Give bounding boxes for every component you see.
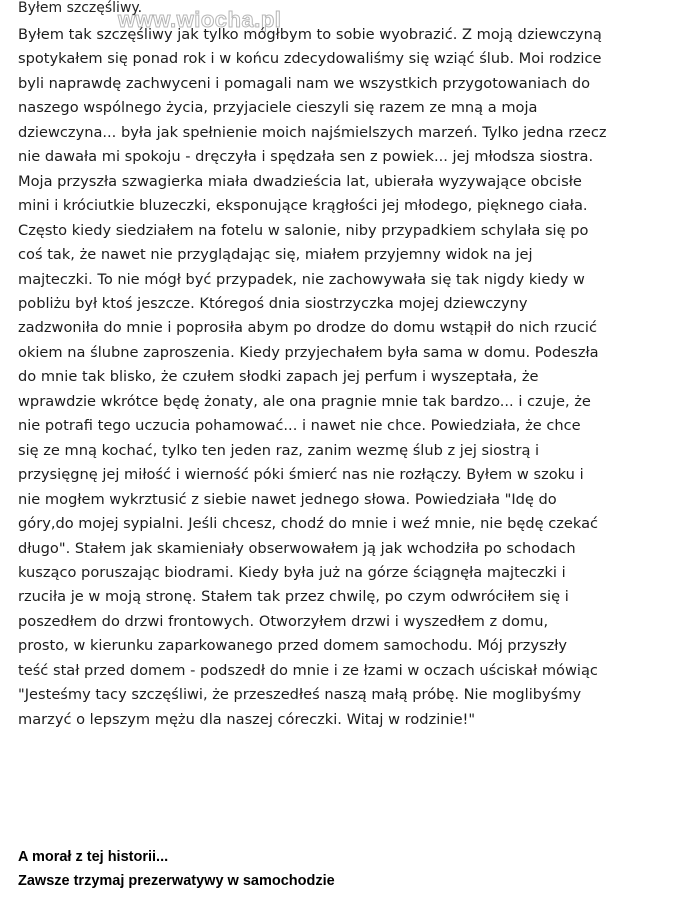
- story-line: majteczki. To nie mógł być przypadek, nie zachowywała się tak nigdy kiedy w: [18, 270, 585, 288]
- story-line: długo". Stałem jak skamieniały obserwowałem ją jak wchodziła po schodach: [18, 539, 576, 557]
- story-line: prosto, w kierunku zaparkowanego przed domem samochodu. Mój przyszły: [18, 637, 568, 655]
- story-paragraph: [18, 23, 688, 732]
- story-line: poszedłem do drzwi frontowych. Otworzyłem drzwi i wyszedłem z domu,: [18, 612, 549, 630]
- story-line: nie potrafi tego uczucia pohamować... i nawet nie chce. Powiedziała, że chce: [18, 417, 581, 435]
- story-line: okiem na ślubne zaproszenia. Kiedy przyjechałem była sama w domu. Podeszła: [18, 343, 599, 361]
- story-line: mini i króciutkie bluzeczki, eksponujące krągłości jej młodego, pięknego ciała.: [18, 197, 588, 215]
- moral-text: Zawsze trzymaj prezerwatywy w samochodzie: [18, 873, 335, 889]
- story-line: góry,do mojej sypialni. Jeśli chcesz, chodź do mnie i weź mnie, nie będę czekać: [18, 515, 599, 533]
- top-line-text: Byłem szczęśliwy.: [18, 0, 143, 16]
- story-line: coś tak, że nawet nie przyglądając się, miałem przyjemny widok na jej: [18, 246, 533, 264]
- story-line: do mnie tak blisko, że czułem słodki zapach jej perfum i wyszeptała, że: [18, 368, 539, 386]
- story-line: przysięgnę jej miłość i wierność póki śmierć nas nie rozłączy. Byłem w szoku i: [18, 466, 584, 484]
- story-line: Moja przyszła szwagierka miała dwadzieścia lat, ubierała wyzywające obcisłe: [18, 172, 582, 190]
- story-line: teść stał przed domem - podszedł do mnie i ze łzami w oczach uściskał mówiąc: [18, 661, 598, 679]
- story-line: Byłem tak szczęśliwy jak tylko mógłbym to sobie wyobrazić. Z moją dziewczyną: [18, 26, 602, 43]
- story-line: "Jesteśmy tacy szczęśliwi, że przeszedłeś naszą małą próbę. Nie moglibyśmy: [18, 686, 582, 704]
- story-line: marzyć o lepszym mężu dla naszej córeczki. Witaj w rodzinie!": [18, 710, 476, 728]
- story-line: naszego wspólnego życia, przyjaciele cieszyli się razem ze mną a moja: [18, 99, 538, 117]
- story-line: zadzwoniła do mnie i poprosiła abym po drodze do domu wstąpił do nich rzucić: [18, 319, 597, 337]
- story-line: pobliżu był ktoś jeszcze. Któregoś dnia siostrzyczka mojej dziewczyny: [18, 294, 528, 312]
- watermark-logo: www.wiocha.pl: [118, 7, 282, 32]
- story-line: się ze mną kochać, tylko ten jeden raz, zanim wezmę ślub z jej siostrą i: [18, 441, 540, 459]
- story-line: nie dawała mi spokoju - dręczyła i spędzała sen z powiek... jej młodsza siostra.: [18, 148, 594, 166]
- story-line: spotykałem się ponad rok i w końcu zdecydowaliśmy się wziąć ślub. Moi rodzice: [18, 50, 602, 68]
- moral-section: [18, 845, 335, 893]
- story-line: wprawdzie wkrótce będę żonaty, ale ona pragnie mnie tak bardzo... i czuje, że: [18, 392, 591, 410]
- story-line: dziewczyna... była jak spełnienie moich najśmielszych marzeń. Tylko jedna rzecz: [18, 123, 607, 141]
- story-line: rzuciła je w moją stronę. Stałem tak przez chwilę, po czym odwróciłem się i: [18, 588, 569, 606]
- story-line: Często kiedy siedziałem na fotelu w salonie, niby przypadkiem schylała się po: [18, 221, 589, 239]
- story-line: byli naprawdę zachwyceni i pomagali nam we wszystkich przygotowaniach do: [18, 74, 591, 92]
- story-line: nie mogłem wykrztusić z siebie nawet jednego słowa. Powiedziała "Idę do: [18, 490, 557, 508]
- moral-heading: A morał z tej historii...: [18, 849, 169, 865]
- story-line: kusząco poruszając biodrami. Kiedy była już na górze ściągnęła majteczki i: [18, 563, 566, 581]
